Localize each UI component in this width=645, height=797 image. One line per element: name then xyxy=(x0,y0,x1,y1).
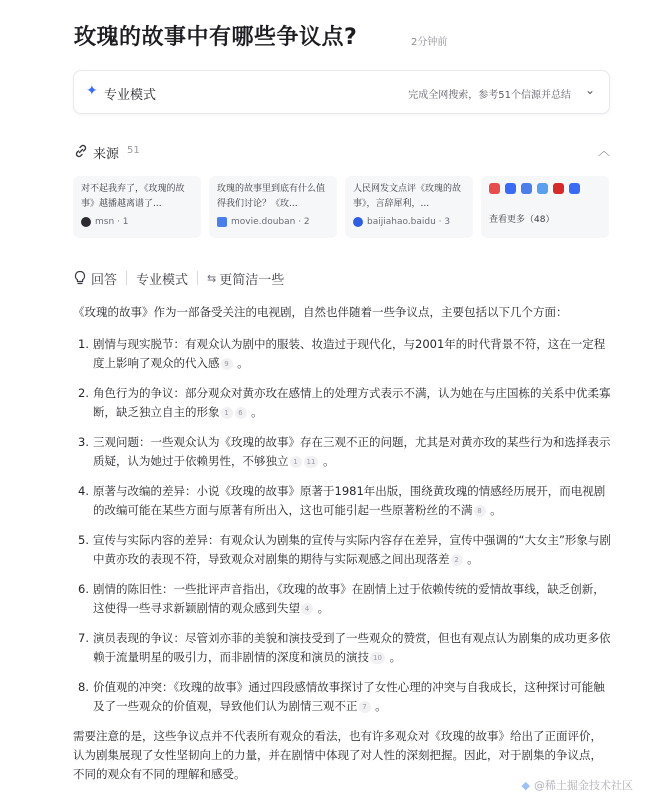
list-item-text: 剧情与现实脱节：有观众认为剧中的服装、妆造过于现代化，与2001年的时代背景不符，这在一定程度上影响了观众的代入感 xyxy=(93,337,606,370)
msn-favicon-icon xyxy=(81,217,91,227)
favicon-icon xyxy=(569,183,580,194)
divider xyxy=(126,271,127,285)
answer-content xyxy=(73,303,613,784)
list-item-number: 2. xyxy=(78,386,89,400)
citation-badge[interactable]: 8 xyxy=(474,505,486,517)
concise-button[interactable]: 更简洁一些 xyxy=(219,272,285,288)
favicon-icon xyxy=(553,183,564,194)
source-site: baijiahao.baidu · 3 xyxy=(367,217,451,227)
search-mode-selector[interactable] xyxy=(73,70,610,114)
list-item-number: 3. xyxy=(78,435,89,449)
list-item: 4. 原著与改编的差异：小说《玫瑰的故事》原著于1981年出版，围绕黄玫瑰的情感经历展开，而电视剧的改编可能在某些方面与原著有所出入，这也可能引起一些原著粉丝的不满 8 。 xyxy=(78,484,606,517)
douban-favicon-icon xyxy=(217,217,227,227)
answer-toolbar xyxy=(73,268,284,288)
list-item: 7. 演员表现的争议：尽管刘亦菲的美貌和演技受到了一些观众的赞赏，但也有观点认为剧集的成功更多依赖于流量明星的吸引力，而非剧情的深度和演员的演技 10 。 xyxy=(78,631,611,664)
citation-badge[interactable]: 2 xyxy=(451,554,463,566)
favicon-icon xyxy=(505,183,516,194)
list-item: 5. 宣传与实际内容的差异：有观众认为剧集的宣传与实际内容存在差异，宣传中强调的“大女主”形象与剧中黄亦玫的表现不符，导致观众对剧集的期待与实际观感之间出现落差 2 。 xyxy=(78,533,611,566)
pro-mode-toggle[interactable]: 专业模式 xyxy=(136,272,189,288)
sources-header xyxy=(73,142,610,162)
sources-title: 来源 xyxy=(93,147,120,162)
juejin-logo-icon: ◆ xyxy=(521,778,530,792)
list-item-text: 演员表现的争议：尽管刘亦菲的美貌和演技受到了一些观众的赞赏，但也有观点认为剧集的成功更多依赖于流量明星的吸引力，而非剧情的深度和演员的演技 xyxy=(93,631,611,664)
source-card[interactable] xyxy=(209,176,337,238)
source-favicons xyxy=(489,183,601,194)
list-item-text: 宣传与实际内容的差异：有观众认为剧集的宣传与实际内容存在差异，宣传中强调的“大女主”形象与剧中黄亦玫的表现不符，导致观众对剧集的期待与实际观感之间出现落差 xyxy=(93,533,611,566)
citation-badge[interactable]: 1 xyxy=(221,407,233,419)
sources-count: 51 xyxy=(127,145,140,156)
favicon-icon xyxy=(537,183,548,194)
chevron-down-icon[interactable]: ⌄ xyxy=(584,83,595,97)
chevron-up-icon[interactable]: ︿ xyxy=(597,144,610,158)
answer-intro: 《玫瑰的故事》作为一部备受关注的电视剧，自然也伴随着一些争议点，主要包括以下几个方面： xyxy=(73,305,568,319)
citation-badge[interactable]: 6 xyxy=(235,407,247,419)
list-item: 1. 剧情与现实脱节：有观众认为剧中的服装、妆造过于现代化，与2001年的时代背景不符，这在一定程度上影响了观众的代入感 9 。 xyxy=(78,337,606,370)
citation-badge[interactable]: 9 xyxy=(221,358,233,370)
citation-badge[interactable]: 11 xyxy=(304,456,319,468)
list-item-text: 原著与改编的差异：小说《玫瑰的故事》原著于1981年出版，围绕黄玫瑰的情感经历展开，而电视剧的改编可能在某些方面与原著有所出入，这也可能引起一些原著粉丝的不满 xyxy=(93,484,606,517)
mode-description: 完成全网搜索，参考51个信源并总结 xyxy=(408,90,571,101)
timestamp: 2分钟前 xyxy=(411,37,448,48)
list-item: 6. 剧情的陈旧性：一些批评声音指出，《玫瑰的故事》在剧情上过于依赖传统的爱情故事线，缺乏创新，这使得一些寻求新颖剧情的观众感到失望 4 。 xyxy=(78,582,605,615)
list-item: 2. 角色行为的争议：部分观众对黄亦玫在感情上的处理方式表示不满，认为她在与庄国栋的关系中优柔寡断，缺乏独立自主的形象 1 6 。 xyxy=(78,386,611,419)
link-icon xyxy=(73,143,89,159)
baidu-favicon-icon xyxy=(353,217,363,227)
list-item-text: 三观问题：一些观众认为《玫瑰的故事》存在三观不正的问题，尤其是对黄亦玫的某些行为和选择表示质疑，认为她过于依赖男性，不够独立 xyxy=(93,435,611,468)
citation-badge[interactable]: 10 xyxy=(370,652,385,664)
list-item-text: 价值观的冲突：《玫瑰的故事》通过四段感情故事探讨了女性心理的冲突与自我成长，这种探讨可能触及了一些观众的价值观，导致他们认为剧情三观不正 xyxy=(93,680,605,713)
list-item: 8. 价值观的冲突：《玫瑰的故事》通过四段感情故事探讨了女性心理的冲突与自我成长，这种探讨可能触及了一些观众的价值观，导致他们认为剧情三观不正 7 。 xyxy=(78,680,605,713)
source-site: movie.douban · 2 xyxy=(231,217,310,227)
point-list xyxy=(73,335,613,716)
source-card[interactable] xyxy=(345,176,473,238)
more-sources-card[interactable] xyxy=(481,176,609,238)
list-item-text: 剧情的陈旧性：一些批评声音指出，《玫瑰的故事》在剧情上过于依赖传统的爱情故事线，缺乏创新，这使得一些寻求新颖剧情的观众感到失望 xyxy=(93,582,605,615)
watermark-text: @稀土掘金技术社区 xyxy=(534,779,633,792)
answer-conclusion: 需要注意的是，这些争议点并不代表所有观众的看法，也有许多观众对《玫瑰的故事》给出了正面评价，认为剧集展现了女性坚韧向上的力量，并在剧情中体现了对人性的深刻把握。因此，对于剧集的争议点，不同的观众有不同的理解和感受。 xyxy=(73,729,602,781)
list-item: 3. 三观问题：一些观众认为《玫瑰的故事》存在三观不正的问题，尤其是对黄亦玫的某些行为和选择表示质疑，认为她过于依赖男性，不够独立 1 11 。 xyxy=(78,435,611,468)
sparkle-icon: ✦ xyxy=(86,83,98,99)
see-more-label: 查看更多（48） xyxy=(489,215,555,225)
citation-badge[interactable]: 4 xyxy=(301,603,313,615)
lightbulb-icon xyxy=(73,270,87,286)
source-card-text: 对不起我弃了，《玫瑰的故事》越播越离谱了... xyxy=(81,184,185,209)
list-item-number: 4. xyxy=(78,484,89,498)
page-title: 玫瑰的故事中有哪些争议点? xyxy=(74,25,358,50)
tab-answer[interactable]: 回答 xyxy=(91,272,118,288)
citation-badge[interactable]: 1 xyxy=(290,456,302,468)
source-card[interactable] xyxy=(73,176,201,238)
list-item-number: 6. xyxy=(78,582,89,596)
mode-label: 专业模式 xyxy=(104,88,157,103)
divider xyxy=(197,271,198,285)
list-item-number: 8. xyxy=(78,680,89,694)
citation-badge[interactable]: 7 xyxy=(359,701,371,713)
list-item-text: 角色行为的争议：部分观众对黄亦玫在感情上的处理方式表示不满，认为她在与庄国栋的关系中优柔寡断，缺乏独立自主的形象 xyxy=(93,386,611,419)
favicon-icon xyxy=(489,183,500,194)
source-card-text: 人民网发文点评《玫瑰的故事》，言辞犀利，... xyxy=(353,184,462,209)
list-item-number: 7. xyxy=(78,631,89,645)
list-item-number: 1. xyxy=(78,337,89,351)
source-site: msn · 1 xyxy=(95,217,129,227)
favicon-icon xyxy=(521,183,532,194)
source-card-text: 玫瑰的故事里到底有什么值得我们讨论？《玫... xyxy=(217,184,326,209)
list-item-number: 5. xyxy=(78,533,89,547)
watermark xyxy=(520,777,635,793)
concise-icon: ⇆ xyxy=(207,271,217,285)
